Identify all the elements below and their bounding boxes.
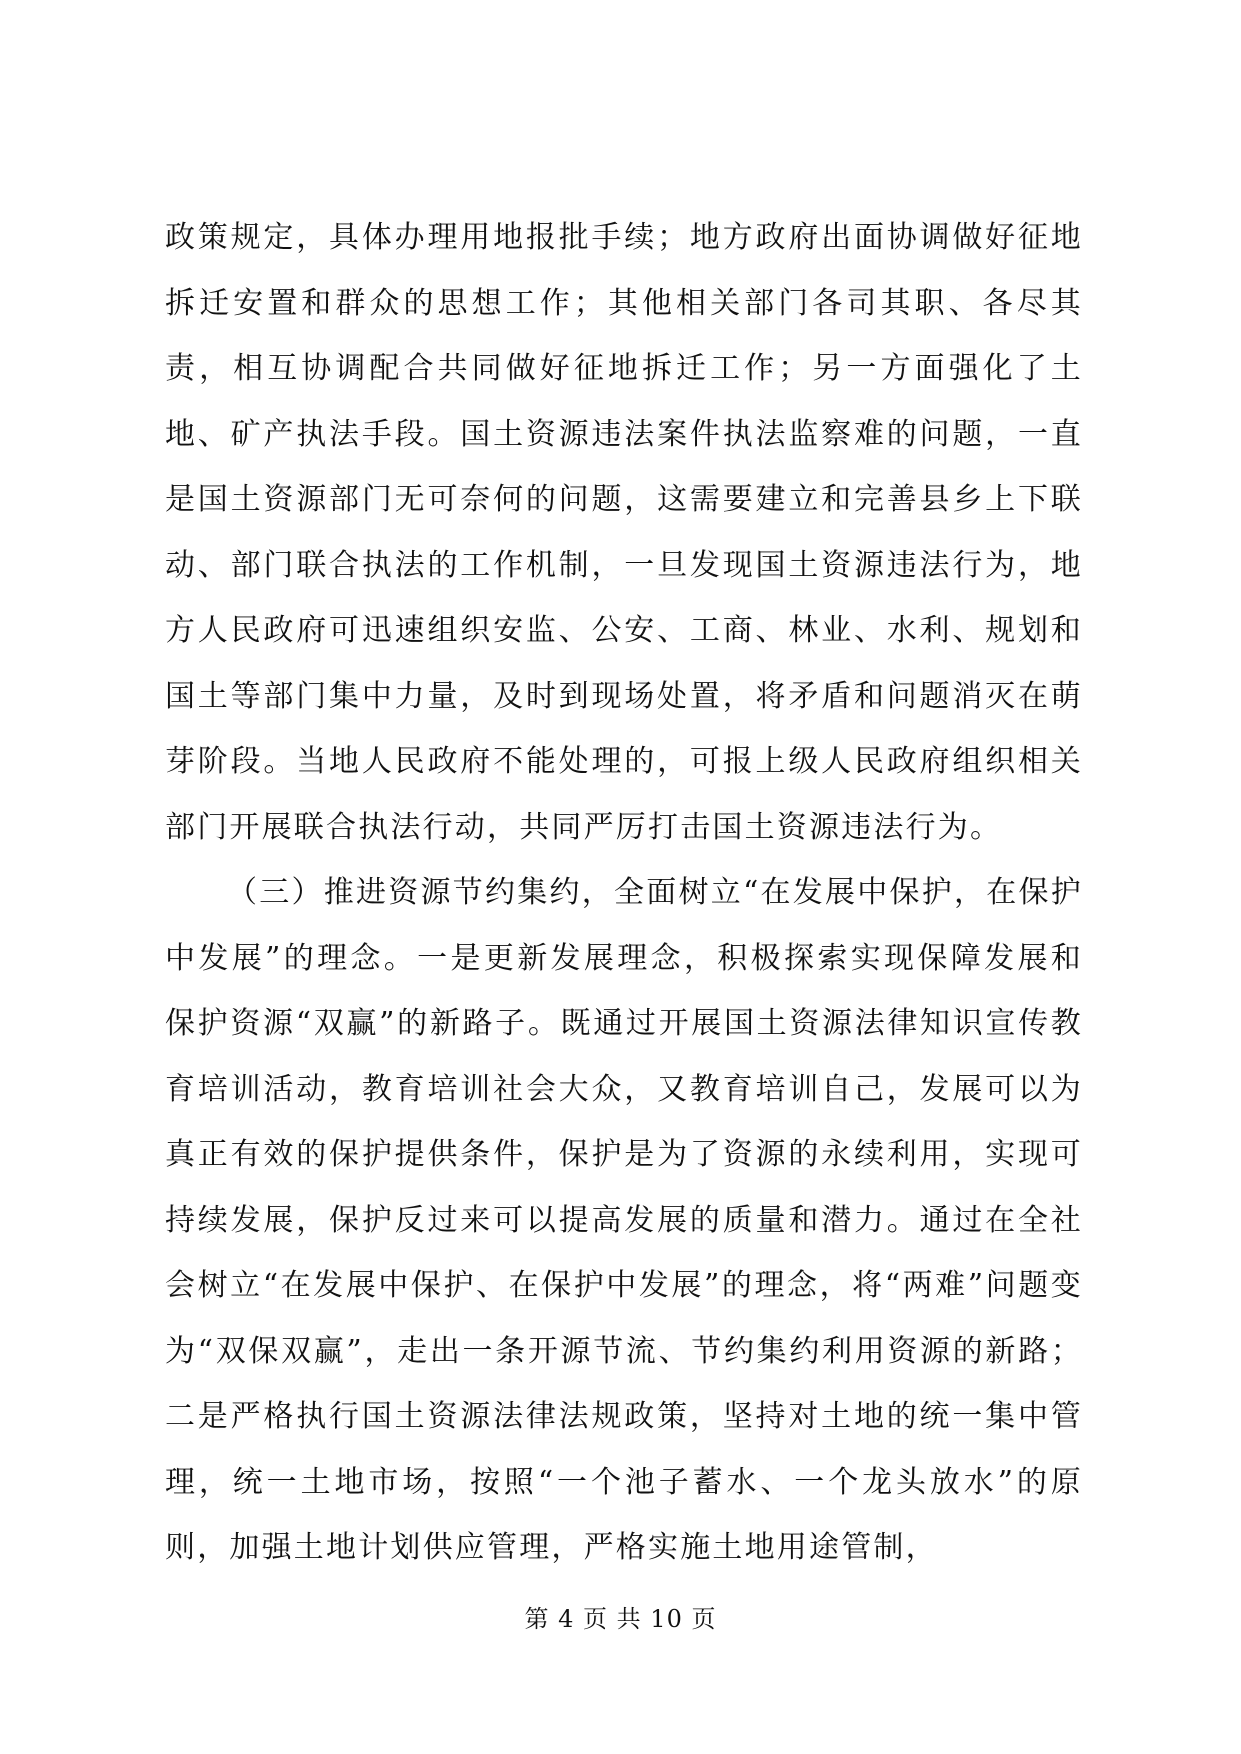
page-number-footer: 第 4 页 共 10 页 [524,1605,717,1633]
paragraph-resource-conservation: （三）推进资源节约集约，全面树立“在发展中保护，在保护中发展”的理念。一是更新发展理念，积极探索实现保障发展和保护资源“双赢”的新路子。既通过开展国土资源法律知识宣传教育培训活动，教育培训社会大众，又教育培训自己，发展可以为真正有效的保护提供条件，保护是为了资源的永续利用，实现可持续发展，保护反过来可以提高发展的质量和潜力。通过在全社会树立“在发展中保护、在保护中发展”的理念，将“两难”问题变为“双保双赢”，走出一条开源节流、节约集约利用资源的新路；二是严格执行国土资源法律法规政策，坚持对土地的统一集中管理，统一土地市场，按照“一个池子蓄水、一个龙头放水”的原则，加强土地计划供应管理，严格实施土地用途管制， [165,875,1083,1565]
paragraph-land-enforcement: 政策规定，具体办理用地报批手续；地方政府出面协调做好征地拆迁安置和群众的思想工作；其他相关部门各司其职、各尽其责，相互协调配合共同做好征地拆迁工作；另一方面强化了土地、矿产执法手段。国土资源违法案件执法监察难的问题，一直是国土资源部门无可奈何的问题，这需要建立和完善县乡上下联动、部门联合执法的工作机制，一旦发现国土资源违法行为，地方人民政府可迅速组织安监、公安、工商、林业、水利、规划和国土等部门集中力量，及时到现场处置，将矛盾和问题消灭在萌芽阶段。当地人民政府不能处理的，可报上级人民政府组织相关部门开展联合执法行动，共同严厉打击国土资源违法行为。 [165,220,1083,845]
document-body [165,205,1083,1581]
